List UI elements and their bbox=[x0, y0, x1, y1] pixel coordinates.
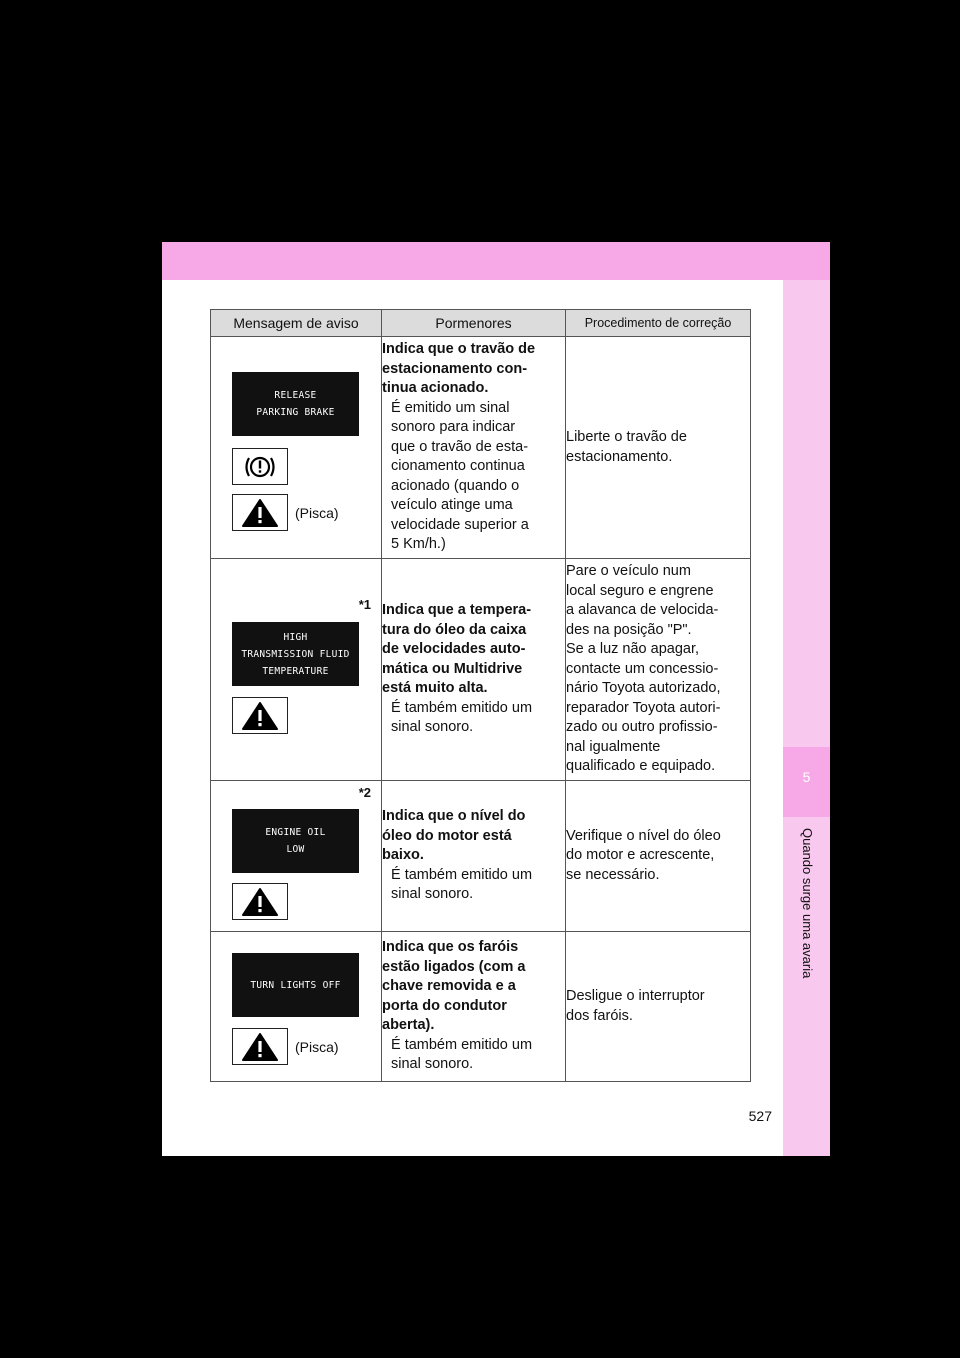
procedure-line: Pare o veículo num bbox=[566, 563, 691, 580]
detail-line: 5 Km/h.) bbox=[391, 536, 446, 553]
display-line: TRANSMISSION FLUID bbox=[241, 648, 350, 660]
detail-bold-line: aberta). bbox=[382, 1017, 435, 1034]
display-line: HIGH bbox=[283, 631, 308, 643]
display-line: PARKING BRAKE bbox=[256, 407, 335, 418]
detail-line: que o travão de esta- bbox=[391, 438, 529, 455]
procedure-line: a alavanca de velocida- bbox=[566, 602, 719, 619]
procedure-line: qualificado e equipado. bbox=[566, 758, 716, 775]
procedure-line: dos faróis. bbox=[566, 1007, 633, 1024]
footnote-marker: *1 bbox=[358, 597, 371, 612]
detail-line: É também emitido um bbox=[391, 699, 533, 716]
procedure-line: estacionamento. bbox=[566, 448, 673, 465]
procedure-line: nário Toyota autorizado, bbox=[566, 680, 721, 697]
detail-bold-line: baixo. bbox=[382, 847, 424, 864]
display-line: ENGINE OIL bbox=[265, 827, 326, 838]
detail-line: veículo atinge uma bbox=[391, 497, 513, 514]
procedure-line: Liberte o travão de bbox=[566, 429, 687, 445]
blink-label: (Pisca) bbox=[295, 1039, 339, 1055]
detail-bold-line: Indica que os faróis bbox=[382, 939, 519, 956]
warning-triangle-icon bbox=[232, 883, 288, 920]
detail-line: É emitido um sinal bbox=[391, 399, 510, 416]
detail-bold-line: está muito alta. bbox=[382, 680, 488, 697]
detail-bold-line: estacionamento con- bbox=[382, 360, 528, 377]
procedure-line: des na posição "P". bbox=[566, 621, 692, 638]
procedure-line: Desligue o interruptor bbox=[566, 988, 705, 1004]
column-header-details: Pormenores bbox=[382, 310, 566, 337]
chapter-number: 5 bbox=[802, 769, 811, 785]
detail-bold-line: tinua acionado. bbox=[382, 380, 489, 397]
table-header-row bbox=[211, 310, 751, 337]
column-header-message: Mensagem de aviso bbox=[211, 310, 382, 337]
table-row bbox=[211, 932, 751, 1082]
detail-bold-line: chave removida e a bbox=[382, 978, 516, 995]
detail-bold-line: porta do condutor bbox=[382, 997, 507, 1014]
detail-line: velocidade superior a bbox=[391, 516, 529, 533]
display-message bbox=[232, 809, 359, 873]
display-line: LOW bbox=[286, 844, 305, 855]
detail-line: acionado (quando o bbox=[391, 477, 520, 494]
detail-line: É também emitido um bbox=[391, 1036, 533, 1053]
footnote-marker: *2 bbox=[358, 785, 371, 800]
procedure-line: zado ou outro profissio- bbox=[566, 719, 718, 736]
procedure-line: Se a luz não apagar, bbox=[566, 641, 700, 658]
details-cell bbox=[382, 559, 566, 781]
detail-line: É também emitido um bbox=[391, 866, 533, 883]
parking-brake-icon bbox=[232, 448, 288, 485]
chapter-title: Quando surge uma avaria bbox=[800, 828, 815, 979]
warning-message-cell bbox=[211, 932, 382, 1082]
procedure-line: local seguro e engrene bbox=[566, 582, 714, 599]
detail-bold-line: tura do óleo da caixa bbox=[382, 621, 527, 638]
details-cell bbox=[382, 781, 566, 932]
table-row bbox=[211, 781, 751, 932]
detail-bold-line: Indica que o nível do bbox=[382, 808, 526, 825]
details-cell bbox=[382, 932, 566, 1082]
detail-bold-line: óleo do motor está bbox=[382, 827, 512, 844]
header-band bbox=[162, 242, 830, 280]
detail-bold-line: Indica que a tempera- bbox=[382, 602, 532, 619]
warning-message-cell bbox=[211, 337, 382, 559]
page-number: 527 bbox=[748, 1108, 772, 1124]
procedure-cell bbox=[566, 559, 751, 781]
procedure-line: Verifique o nível do óleo bbox=[566, 827, 721, 844]
warning-triangle-icon bbox=[232, 1028, 288, 1065]
display-line: TEMPERATURE bbox=[262, 665, 329, 677]
blink-label: (Pisca) bbox=[295, 505, 339, 521]
warning-triangle-icon bbox=[232, 697, 288, 734]
detail-line: sinal sonoro. bbox=[391, 1056, 474, 1073]
warning-triangle-icon bbox=[232, 494, 288, 531]
display-message bbox=[232, 953, 359, 1017]
procedure-line: contacte um concessio- bbox=[566, 660, 719, 677]
display-message bbox=[232, 372, 359, 436]
details-cell bbox=[382, 337, 566, 559]
display-line: TURN LIGHTS OFF bbox=[250, 979, 341, 991]
detail-line: cionamento continua bbox=[391, 458, 525, 475]
warning-table bbox=[210, 309, 751, 1082]
table-row bbox=[211, 337, 751, 559]
procedure-line: se necessário. bbox=[566, 866, 660, 883]
display-line: RELEASE bbox=[274, 390, 317, 401]
table-row bbox=[211, 559, 751, 781]
warning-message-cell bbox=[211, 559, 382, 781]
column-header-procedure: Procedimento de correção bbox=[566, 310, 751, 337]
procedure-line: do motor e acrescente, bbox=[566, 847, 715, 864]
display-message bbox=[232, 622, 359, 686]
detail-bold-line: de velocidades auto- bbox=[382, 641, 526, 658]
procedure-cell bbox=[566, 781, 751, 932]
procedure-cell bbox=[566, 932, 751, 1082]
procedure-cell bbox=[566, 337, 751, 559]
detail-bold-line: estão ligados (com a bbox=[382, 958, 526, 975]
detail-line: sinal sonoro. bbox=[391, 719, 474, 736]
warning-message-cell bbox=[211, 781, 382, 932]
procedure-line: reparador Toyota autori- bbox=[566, 699, 721, 716]
detail-bold-line: mática ou Multidrive bbox=[382, 660, 523, 677]
detail-line: sonoro para indicar bbox=[391, 419, 516, 436]
detail-bold-line: Indica que o travão de bbox=[382, 341, 536, 358]
procedure-line: nal igualmente bbox=[566, 738, 661, 755]
detail-line: sinal sonoro. bbox=[391, 886, 474, 903]
manual-page bbox=[162, 242, 830, 1156]
